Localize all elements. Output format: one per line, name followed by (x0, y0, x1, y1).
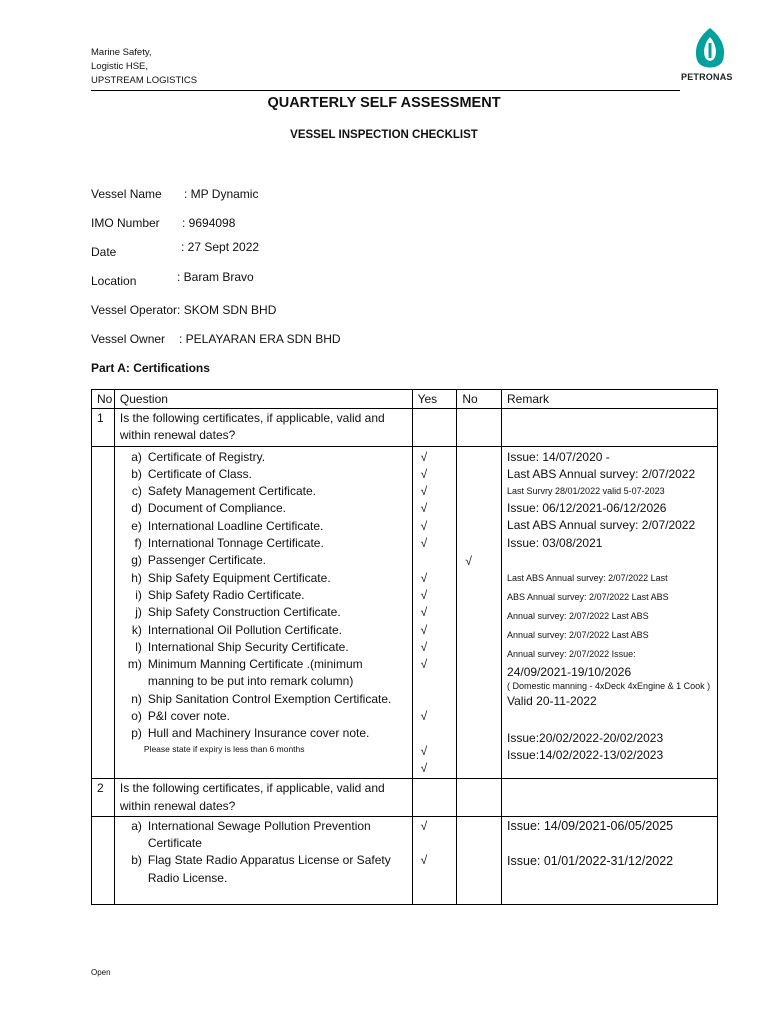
tick-mark: √ (420, 587, 428, 602)
org-line: UPSTREAM LOGISTICS (91, 75, 198, 86)
checklist-table (91, 389, 718, 905)
header-remark: Remark (502, 390, 718, 409)
list-item: l) International Ship Security Certificate. (135, 639, 349, 654)
list-item: n) Ship Sanitation Control Exemption Certificate. (131, 691, 392, 706)
item-list (120, 449, 407, 743)
list-item: k) International Oil Pollution Certificate. (131, 622, 342, 637)
tick-mark: √ (420, 639, 428, 654)
tick-mark: √ (420, 657, 428, 672)
header-no: No (92, 390, 115, 409)
yes-column (412, 446, 457, 779)
tick-mark: √ (420, 853, 428, 868)
list-item: h) Ship Safety Equipment Certificate. (131, 570, 331, 585)
remark-text: Issue: 14/09/2021-06/05/2025 (507, 818, 674, 833)
tick-mark: √ (420, 622, 428, 637)
tick-mark: √ (420, 743, 428, 758)
question-items (114, 816, 412, 904)
expiry-note: Please state if expiry is less than 6 months (143, 743, 305, 754)
date-value: : 27 Sept 2022 (181, 240, 260, 254)
page-subtitle: VESSEL INSPECTION CHECKLIST (290, 129, 478, 141)
no-cell (457, 409, 502, 447)
logo-wordmark: PETRONAS (681, 72, 733, 82)
remark-text: Issue: 06/12/2021-06/12/2026 (507, 501, 667, 516)
tick-mark: √ (420, 536, 428, 551)
item-list (120, 818, 407, 887)
remark-text: Issue: 01/01/2022-31/12/2022 (507, 854, 674, 869)
tick-mark: √ (420, 605, 428, 620)
vessel-operator: Vessel Operator: SKOM SDN BHD (91, 303, 277, 317)
remark-text: Last ABS Annual survey: 2/07/2022 Last (507, 573, 668, 584)
remark-column (502, 816, 718, 904)
remark-text: Last ABS Annual survey: 2/07/2022 (507, 466, 696, 481)
list-item: f) International Tonnage Certificate. (134, 536, 324, 551)
header-question: Question (114, 390, 412, 409)
remark-text: Issue: 03/08/2021 (507, 535, 603, 550)
remark-text: Last Survry 28/01/2022 valid 5-07-2023 (507, 486, 665, 497)
list-item: p) Hull and Machinery Insurance cover note. (131, 726, 370, 741)
list-item: j) Ship Safety Construction Certificate. (135, 605, 341, 620)
table-header-row (92, 390, 718, 409)
list-item: a) International Sewage Pollution Prevention Certificate (131, 818, 371, 851)
list-item: a) Certificate of Registry. (131, 449, 266, 464)
org-line: Logistic HSE, (91, 61, 149, 72)
tick-mark: √ (420, 570, 428, 585)
tick-mark: √ (420, 518, 428, 533)
tick-mark: √ (420, 449, 428, 464)
tick-mark: √ (420, 484, 428, 499)
yes-column (412, 816, 457, 904)
question-text: Is the following certificates, if applicable, valid and within renewal dates? (114, 779, 412, 817)
list-item: b) Certificate of Class. (131, 466, 252, 481)
list-item: b) Flag State Radio Apparatus License or Safety Radio License. (131, 853, 391, 885)
tick-mark: √ (420, 709, 428, 724)
list-item: d) Document of Compliance. (131, 501, 286, 516)
header-divider (91, 90, 680, 91)
page-title: QUARTERLY SELF ASSESSMENT (267, 95, 501, 111)
footer-classification: Open (91, 968, 111, 977)
list-item: c) Safety Management Certificate. (131, 484, 316, 499)
tick-mark: √ (420, 760, 428, 775)
location-label: Location (91, 274, 137, 288)
tick-mark: √ (420, 501, 428, 516)
table-row (92, 816, 718, 904)
remark-text: Last ABS Annual survey: 2/07/2022 (507, 518, 696, 533)
remark-text: Issue:20/02/2022-20/02/2023 (507, 731, 664, 746)
list-item: m) Minimum Manning Certificate .(minimum manning to be put into remark column) (127, 657, 363, 689)
tick-mark: √ (420, 466, 428, 481)
org-line: Marine Safety, (91, 47, 152, 58)
question-number: 1 (92, 409, 115, 447)
vessel-owner-label: Vessel Owner (91, 332, 166, 346)
list-item: g) Passenger Certificate. (131, 553, 266, 568)
remark-text: Annual survey: 2/07/2022 Last ABS (507, 630, 649, 641)
vessel-owner-value: : PELAYARAN ERA SDN BHD (179, 332, 341, 346)
question-number: 2 (92, 779, 115, 817)
location-value: : Baram Bravo (177, 270, 254, 284)
yes-cell (412, 409, 457, 447)
vessel-name-label: Vessel Name (91, 187, 162, 201)
list-item: i) Ship Safety Radio Certificate. (135, 587, 305, 602)
list-item: e) International Loadline Certificate. (131, 518, 324, 533)
remark-text: Issue: 14/07/2020 - (507, 449, 610, 464)
vessel-name-value: : MP Dynamic (184, 187, 259, 201)
question-text: Is the following certificates, if applicable, valid and within renewal dates? (114, 409, 412, 447)
imo-value: : 9694098 (182, 216, 236, 230)
question-items (114, 446, 412, 779)
remark-text: Annual survey: 2/07/2022 Issue: (507, 649, 636, 660)
table-row (92, 409, 718, 447)
table-row (92, 779, 718, 817)
date-label: Date (91, 245, 117, 259)
header-yes: Yes (412, 390, 457, 409)
remark-text: Valid 20-11-2022 (507, 694, 597, 709)
no-column (457, 446, 502, 779)
remark-cell (502, 409, 718, 447)
remark-text: Issue:14/02/2022-13/02/2023 (507, 748, 664, 763)
section-heading: Part A: Certifications (91, 361, 210, 375)
table-row (92, 446, 718, 779)
remark-text: ( Domestic manning - 4xDeck 4xEngine & 1 Cook ) (507, 681, 711, 692)
org-block (91, 46, 197, 88)
list-item: o) P&I cover note. (131, 709, 230, 724)
tick-mark: √ (465, 553, 472, 568)
tick-mark: √ (420, 818, 428, 833)
remark-column (502, 446, 718, 779)
header-no-answer: No (457, 390, 502, 409)
remark-text: 24/09/2021-19/10/2026 (507, 665, 632, 680)
remark-text: ABS Annual survey: 2/07/2022 Last ABS (507, 592, 669, 603)
remark-text: Annual survey: 2/07/2022 Last ABS (507, 611, 649, 622)
imo-label: IMO Number (91, 216, 160, 230)
